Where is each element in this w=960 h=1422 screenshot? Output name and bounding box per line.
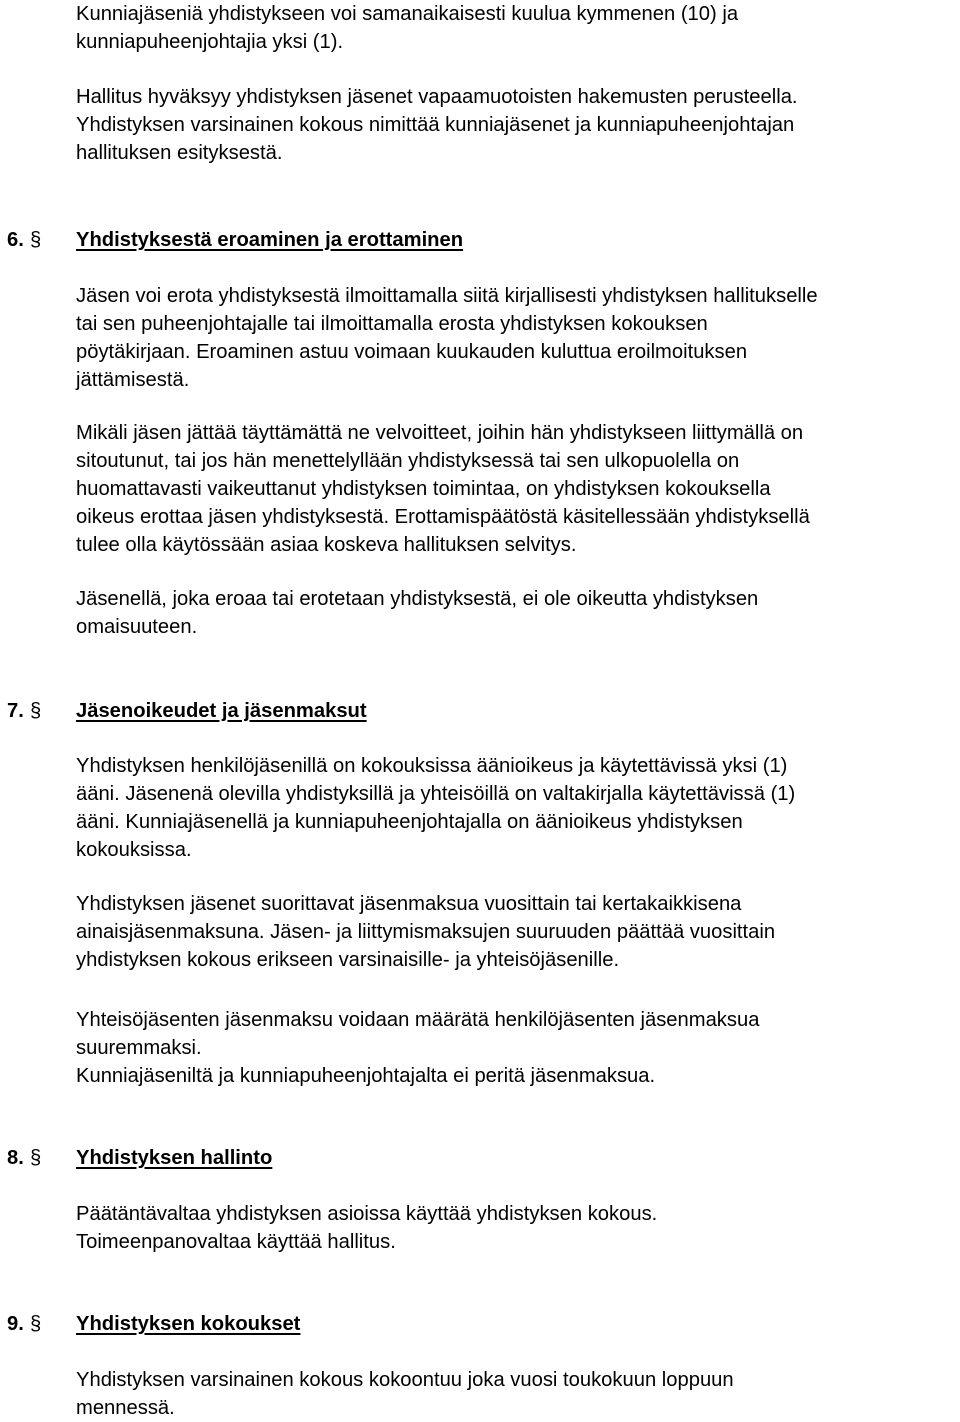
section-6-heading	[0, 226, 900, 256]
section-6-paragraph-1	[76, 282, 956, 394]
section-number: 9.	[7, 1313, 24, 1335]
section-8-paragraph-1	[76, 1200, 956, 1256]
text-line: omaisuuteen.	[76, 616, 198, 638]
text-line: Yhteisöjäsenten jäsenmaksu voidaan määrätä henkilöjäsenten jäsenmaksua	[76, 1009, 760, 1031]
section-sign-icon: §	[30, 229, 42, 251]
section-sign-icon: §	[30, 1313, 42, 1335]
text-line: pöytäkirjaan. Eroaminen astuu voimaan kuukauden kuluttua eroilmoituksen	[76, 341, 748, 363]
text-line: ainaisjäsenmaksuna. Jäsen- ja liittymismaksujen suuruuden päättää vuosittain	[76, 921, 776, 943]
section-title: Yhdistyksestä eroaminen ja erottaminen	[76, 229, 464, 251]
text-line: Yhdistyksen varsinainen kokous nimittää kunniajäsenet ja kunniapuheenjohtajan	[76, 114, 795, 136]
section-7-paragraph-2	[76, 890, 956, 974]
text-line: suuremmaksi.	[76, 1037, 202, 1059]
intro-paragraph-1	[76, 0, 956, 56]
text-line: Jäsenellä, joka eroaa tai erotetaan yhdistyksestä, ei ole oikeutta yhdistyksen	[76, 588, 759, 610]
section-sign-icon: §	[30, 1147, 42, 1169]
section-9-heading	[0, 1310, 900, 1340]
text-line: tai sen puheenjohtajalle tai ilmoittamalla erosta yhdistyksen kokouksen	[76, 313, 708, 335]
text-line: ääni. Jäsenenä olevilla yhdistyksillä ja yhteisöillä on valtakirjalla käytettävissä (1)	[76, 783, 796, 805]
text-line: Jäsen voi erota yhdistyksestä ilmoittamalla siitä kirjallisesti yhdistyksen hallitukselle	[76, 285, 818, 307]
text-line: Kunniajäseniltä ja kunniapuheenjohtajalta ei peritä jäsenmaksua.	[76, 1065, 656, 1087]
text-line: Yhdistyksen jäsenet suorittavat jäsenmaksua vuosittain tai kertakaikkisena	[76, 893, 742, 915]
section-7-paragraph-1	[76, 752, 956, 864]
section-8-heading	[0, 1144, 900, 1174]
text-line: Yhdistyksen varsinainen kokous kokoontuu joka vuosi toukokuun loppuun	[76, 1369, 734, 1391]
section-6-paragraph-2	[76, 419, 956, 559]
section-number: 7.	[7, 700, 24, 722]
section-sign-icon: §	[30, 700, 42, 722]
text-line: yhdistyksen kokous erikseen varsinaisille- ja yhteisöjäsenille.	[76, 949, 620, 971]
text-line: Mikäli jäsen jättää täyttämättä ne velvoitteet, joihin hän yhdistykseen liittymällä on	[76, 422, 804, 444]
section-9-paragraph-1	[76, 1366, 956, 1422]
text-line: kokouksissa.	[76, 839, 192, 861]
text-line: Kunniajäseniä yhdistykseen voi samanaikaisesti kuulua kymmenen (10) ja	[76, 3, 739, 25]
text-line: kunniapuheenjohtajia yksi (1).	[76, 31, 344, 53]
text-line: mennessä.	[76, 1397, 175, 1419]
section-title: Yhdistyksen hallinto	[76, 1147, 273, 1169]
text-line: Päätäntävaltaa yhdistyksen asioissa käyttää yhdistyksen kokous.	[76, 1203, 658, 1225]
section-title: Jäsenoikeudet ja jäsenmaksut	[76, 700, 367, 722]
text-line: oikeus erottaa jäsen yhdistyksestä. Erottamispäätöstä käsitellessään yhdistyksellä	[76, 506, 810, 528]
section-number: 6.	[7, 229, 24, 251]
text-line: Yhdistyksen henkilöjäsenillä on kokouksissa äänioikeus ja käytettävissä yksi (1)	[76, 755, 788, 777]
intro-paragraph-2	[76, 83, 956, 167]
section-7-heading	[0, 697, 900, 727]
text-line: huomattavasti vaikeuttanut yhdistyksen toimintaa, on yhdistyksen kokouksella	[76, 478, 771, 500]
section-number: 8.	[7, 1147, 24, 1169]
text-line: Toimeenpanovaltaa käyttää hallitus.	[76, 1231, 396, 1253]
section-6-paragraph-3	[76, 585, 956, 641]
text-line: tulee olla käytössään asiaa koskeva hallituksen selvitys.	[76, 534, 577, 556]
text-line: jättämisestä.	[76, 369, 190, 391]
section-7-paragraph-3	[76, 1006, 956, 1090]
text-line: Hallitus hyväksyy yhdistyksen jäsenet vapaamuotoisten hakemusten perusteella.	[76, 86, 798, 108]
text-line: sitoutunut, tai jos hän menettelyllään yhdistyksessä tai sen ulkopuolella on	[76, 450, 740, 472]
text-line: ääni. Kunniajäsenellä ja kunniapuheenjohtajalla on äänioikeus yhdistyksen	[76, 811, 743, 833]
text-line: hallituksen esityksestä.	[76, 142, 283, 164]
section-title: Yhdistyksen kokoukset	[76, 1313, 301, 1335]
